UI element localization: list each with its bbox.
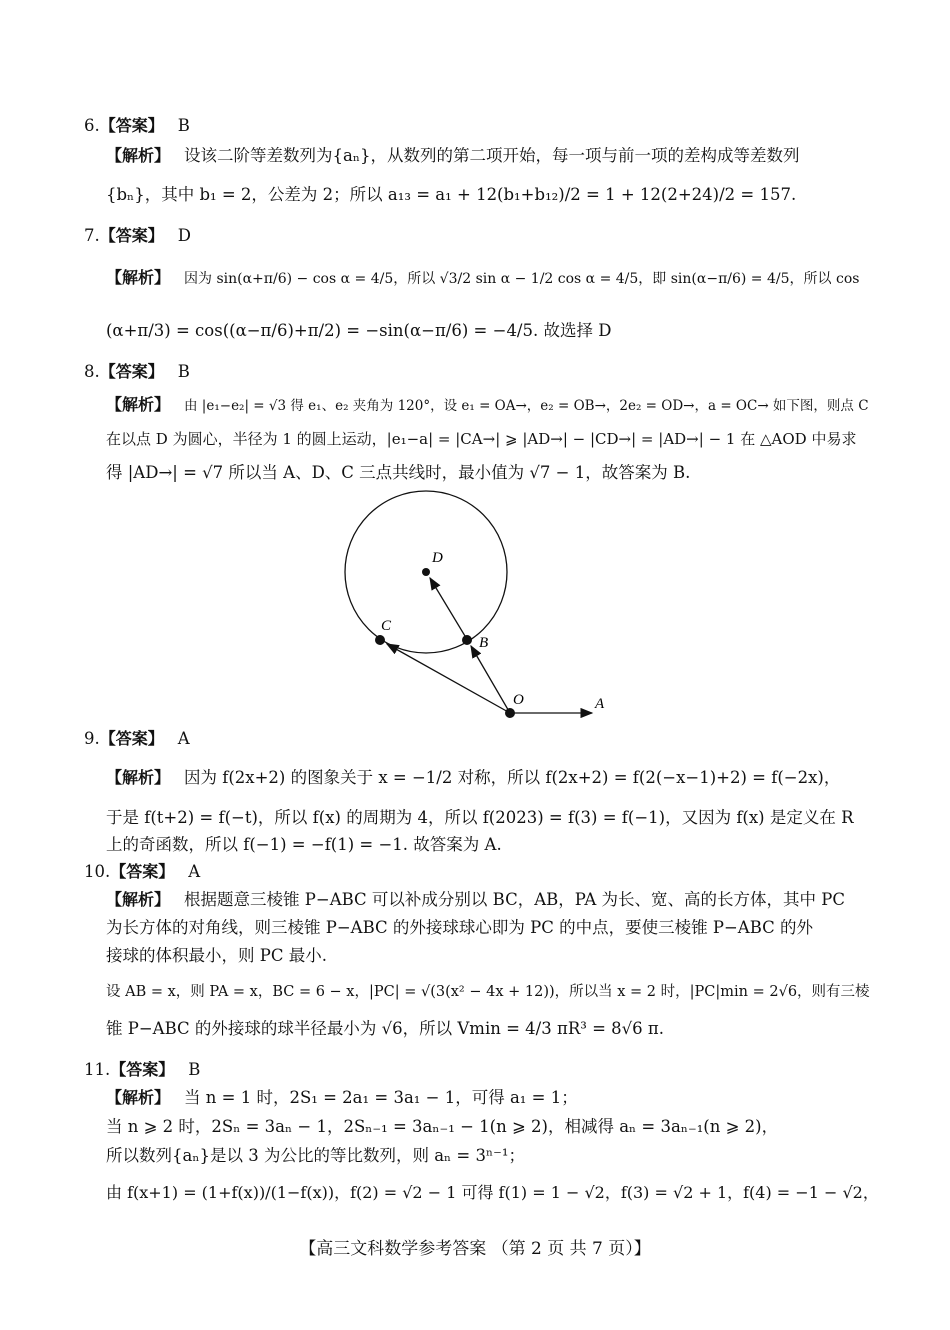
q11-analysis-label: 【解析】 [106, 1088, 171, 1107]
q11-number: 11. [84, 1060, 111, 1079]
q9-line-3: 上的奇函数，所以 f(−1) = −f(1) = −1. 故答案为 A. [106, 835, 502, 854]
q8-line-1: 由 |e₁−e₂| = √3 得 e₁、e₂ 夹角为 120°，设 e₁ = OA→，e₂ = OB→，2e₂ = OD→，a = OC→ 如下图，则点 C [184, 398, 869, 414]
q9-answer-label: 【答案】 [99, 729, 164, 748]
q7-line-1: 因为 sin(α+π/6) − cos α = 4/5，所以 √3/2 sin α − 1/2 cos α = 4/5，即 sin(α−π/6) = 4/5，所以 cos [184, 271, 860, 287]
q6-number: 6. [84, 116, 100, 135]
q9-analysis-line-1 [106, 767, 840, 789]
q7-line-2: (α+π/3) = cos((α−π/6)+π/2) = −sin(α−π/6) = −4/5. 故选择 D [106, 321, 612, 340]
point-c [375, 635, 385, 645]
q10-number: 10. [84, 862, 111, 881]
q6-line-2: {bₙ}，其中 b₁ = 2，公差为 2；所以 a₁₃ = a₁ + 12(b₁+b₁₂)/2 = 1 + 12(2+24)/2 = 157. [106, 185, 797, 204]
point-b [462, 635, 472, 645]
label-a: A [595, 696, 605, 712]
q8-number: 8. [84, 362, 100, 381]
q11-line-1: 当 n = 1 时，2S₁ = 2a₁ = 3a₁ − 1，可得 a₁ = 1； [184, 1088, 578, 1107]
q8-circle-diagram [330, 480, 620, 730]
q9-line-1: 因为 f(2x+2) 的图象关于 x = −1/2 对称，所以 f(2x+2) = f(2(−x−1)+2) = f(−2x)， [184, 768, 841, 787]
q8-answer: B [177, 362, 190, 381]
q7-header [84, 225, 191, 247]
q10-line-4: 设 AB = x，则 PA = x，BC = 6 − x，|PC| = √(3(x² − 4x + 12))，所以当 x = 2 时，|PC|min = 2√6，则有三棱 [106, 984, 870, 1000]
q8-answer-label: 【答案】 [99, 362, 164, 381]
q11-line-4: 由 f(x+1) = (1+f(x))/(1−f(x))，f(2) = √2 − 1 可得 f(1) = 1 − √2，f(3) = √2 + 1，f(4) = −1 − √2， [106, 1183, 879, 1202]
q10-line-2: 为长方体的对角线，则三棱锥 P−ABC 的外接球球心即为 PC 的中点，要使三棱锥 P−ABC 的外 [106, 918, 813, 937]
q10-header [84, 861, 200, 883]
q9-answer: A [177, 729, 190, 748]
point-d [422, 568, 430, 576]
q8-line-2: 在以点 D 为圆心，半径为 1 的圆上运动，|e₁−a| = |CA→| ⩾ |AD→| − |CD→| = |AD→| − 1 在 △AOD 中易求 [106, 430, 857, 448]
q9-number: 9. [84, 729, 100, 748]
q6-analysis-line-1 [106, 145, 800, 167]
point-o [505, 708, 515, 718]
q10-line-3: 接球的体积最小，则 PC 最小. [106, 946, 327, 965]
vector-ob [471, 646, 510, 713]
page-footer: 【高三文科数学参考答案 （第 2 页 共 7 页）】 [299, 1239, 651, 1259]
q7-number: 7. [84, 226, 100, 245]
q7-analysis-line-1 [106, 267, 859, 290]
vector-oc [387, 644, 510, 713]
q7-answer: D [177, 226, 191, 245]
q11-analysis-line-1 [106, 1087, 578, 1109]
q10-line-5: 锥 P−ABC 的外接球的球半径最小为 √6，所以 Vmin = 4/3 πR³ = 8√6 π. [106, 1019, 665, 1038]
label-o: O [513, 692, 524, 708]
q11-header [84, 1059, 200, 1081]
q7-analysis-label: 【解析】 [106, 268, 171, 287]
q10-answer-label: 【答案】 [110, 862, 175, 881]
label-b: B [479, 635, 489, 651]
q8-analysis-line-1 [106, 394, 869, 417]
q6-answer: B [177, 116, 190, 135]
q10-line-1: 根据题意三棱锥 P−ABC 可以补成分别以 BC，AB，PA 为长、宽、高的长方体，其中 PC [184, 890, 845, 909]
q8-analysis-label: 【解析】 [106, 395, 171, 414]
label-c: C [381, 618, 392, 634]
q10-analysis-label: 【解析】 [106, 890, 171, 909]
q6-line-1: 设该二阶等差数列为{aₙ}，从数列的第二项开始，每一项与前一项的差构成等差数列 [184, 146, 800, 165]
q6-analysis-label: 【解析】 [106, 146, 171, 165]
q6-answer-label: 【答案】 [99, 116, 164, 135]
q8-header [84, 361, 190, 383]
q10-analysis-line-1 [106, 889, 845, 911]
q11-answer-label: 【答案】 [110, 1060, 175, 1079]
q9-line-2: 于是 f(t+2) = f(−t)，所以 f(x) 的周期为 4，所以 f(2023) = f(3) = f(−1)，又因为 f(x) 是定义在 R [106, 808, 854, 827]
q9-analysis-label: 【解析】 [106, 768, 171, 787]
q10-answer: A [188, 862, 201, 881]
label-d: D [432, 550, 443, 566]
q9-header [84, 728, 190, 750]
q6-header [84, 115, 190, 137]
q11-line-3: 所以数列{aₙ}是以 3 为公比的等比数列，则 aₙ = 3ⁿ⁻¹； [106, 1146, 525, 1165]
q7-answer-label: 【答案】 [99, 226, 164, 245]
q11-line-2: 当 n ⩾ 2 时，2Sₙ = 3aₙ − 1，2Sₙ₋₁ = 3aₙ₋₁ − 1(n ⩾ 2)，相减得 aₙ = 3aₙ₋₁(n ⩾ 2)， [106, 1117, 779, 1136]
q11-answer: B [188, 1060, 201, 1079]
q8-line-3: 得 |AD→| = √7 所以当 A、D、C 三点共线时，最小值为 √7 − 1，故答案为 B. [106, 463, 691, 482]
vector-bd [430, 578, 468, 641]
